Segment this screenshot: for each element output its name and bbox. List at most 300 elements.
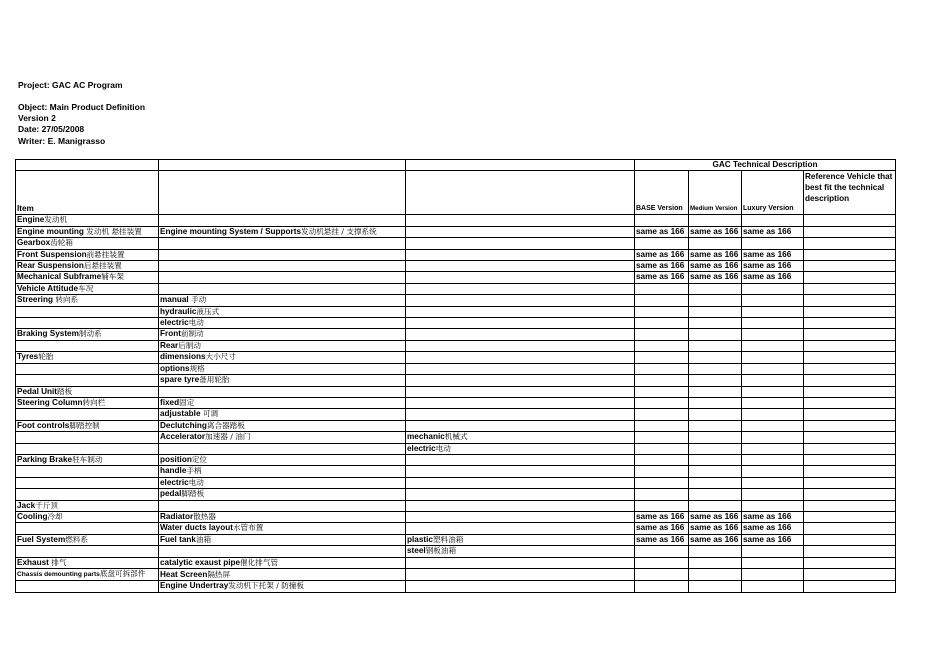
table-row: [16, 409, 896, 420]
item-cell-label-cn: 千斤顶: [35, 500, 58, 510]
subitem-cell-label: Heat Screen: [160, 570, 208, 579]
reference-vehicle-cell: [804, 397, 896, 408]
option-cell-label-cn: 塑料油箱: [432, 534, 464, 544]
medium-version-cell: [689, 363, 742, 374]
option-cell: [406, 569, 635, 581]
medium-version-cell: same as 166: [689, 511, 742, 522]
base-version-cell: [635, 215, 689, 226]
option-cell: [406, 420, 635, 431]
luxury-version-cell: [742, 557, 804, 568]
base-version-cell: same as 166: [635, 226, 689, 237]
medium-version-cell: [689, 466, 742, 477]
table-row: [16, 432, 896, 443]
base-version-cell: [635, 546, 689, 557]
subitem-cell-label: pedal: [160, 489, 182, 499]
medium-version-cell: [689, 489, 742, 500]
table-row: [16, 420, 896, 431]
item-cell-label-cn: 转向栏: [82, 397, 106, 407]
item-cell-label: Streering: [17, 295, 53, 305]
subitem-cell-label-cn: 散热器: [193, 511, 216, 521]
item-cell: [16, 534, 159, 545]
option-cell: [406, 261, 635, 272]
subitem-cell-label-cn: 隔热屏: [207, 570, 231, 579]
item-cell: [16, 272, 159, 283]
medium-version-cell: [689, 386, 742, 397]
item-cell-label: Steering Column: [17, 397, 83, 407]
table-row: [16, 443, 896, 454]
subitem-cell-label: manual: [160, 295, 189, 305]
subitem-cell-label-cn: 加速器 / 油门: [205, 432, 251, 442]
subitem-cell-label: Radiator: [160, 511, 194, 521]
item-cell: [16, 375, 159, 386]
base-version-header: BASE Version: [635, 171, 689, 215]
item-cell-label: Parking Brake: [17, 454, 73, 464]
reference-vehicle-cell: [804, 420, 896, 431]
option-cell: [406, 397, 635, 408]
item-cell-label-cn: 转向系: [52, 295, 79, 305]
medium-version-cell: same as 166: [689, 249, 742, 260]
item-cell-label: Mechanical Subframe: [17, 272, 102, 282]
luxury-version-cell: same as 166: [742, 261, 804, 272]
group-title: GAC Technical Description: [635, 160, 896, 171]
subitem-cell-label-cn: 发动机下托架 / 防撞板: [228, 581, 304, 591]
item-cell-label-cn: 驻车制动: [72, 454, 103, 464]
option-cell-label: steel: [407, 546, 426, 556]
table-row: [16, 489, 896, 500]
base-version-cell: [635, 557, 689, 568]
definition-table: [15, 159, 896, 593]
subitem-cell-label: Water ducts layout: [160, 523, 233, 533]
subitem-cell: [159, 226, 406, 237]
item-cell: [16, 363, 159, 374]
item-cell-label-cn: 踏板: [57, 386, 73, 396]
item-cell: [16, 340, 159, 351]
item-cell-label-cn: 底盘可拆部件: [99, 569, 146, 578]
option-cell: [406, 534, 635, 545]
date-line: Date: 27/05/2008: [18, 124, 85, 134]
item-cell-label: Braking System: [17, 329, 79, 339]
medium-version-cell: [689, 238, 742, 249]
option-cell: [406, 454, 635, 465]
base-version-cell: [635, 432, 689, 443]
medium-version-cell: [689, 420, 742, 431]
option-cell: [406, 215, 635, 226]
option-cell: [406, 546, 635, 557]
subitem-cell-label: electric: [160, 477, 189, 487]
table-row: [16, 466, 896, 477]
base-version-cell: [635, 409, 689, 420]
medium-version-cell: [689, 340, 742, 351]
option-cell: [406, 500, 635, 511]
reference-vehicle-cell: [804, 454, 896, 465]
option-cell: [406, 352, 635, 363]
table-row: [16, 363, 896, 374]
subitem-cell: [159, 375, 406, 386]
medium-version-cell: [689, 581, 742, 592]
table-row: [16, 534, 896, 545]
reference-vehicle-cell: [804, 409, 896, 420]
reference-vehicle-header: Reference Vehicle that best fit the technical description: [804, 171, 896, 215]
reference-vehicle-cell: [804, 500, 896, 511]
subitem-cell: [159, 569, 406, 581]
subitem-cell: [159, 238, 406, 249]
item-cell-label: Pedal Unit: [17, 386, 58, 396]
base-version-cell: [635, 329, 689, 340]
item-cell-label-cn: 脚踏控制: [69, 420, 100, 430]
option-cell: [406, 511, 635, 522]
table-row: [16, 295, 896, 306]
luxury-version-cell: [742, 352, 804, 363]
medium-version-cell: [689, 500, 742, 511]
subitem-cell: [159, 272, 406, 283]
base-version-cell: [635, 363, 689, 374]
reference-vehicle-cell: [804, 557, 896, 568]
base-version-cell: [635, 283, 689, 294]
subitem-cell: [159, 466, 406, 477]
reference-vehicle-cell: [804, 261, 896, 272]
subitem-cell-label-cn: 催化排气管: [240, 557, 279, 567]
item-cell-label-cn: 轮胎: [38, 352, 54, 362]
reference-vehicle-cell: [804, 489, 896, 500]
item-cell-label: Exhaust: [17, 557, 49, 567]
option-cell: [406, 466, 635, 477]
writer-line: Writer: E. Manigrasso: [18, 136, 106, 146]
luxury-version-cell: [742, 363, 804, 374]
luxury-version-cell: [742, 489, 804, 500]
base-version-cell: [635, 569, 689, 581]
subitem-cell-label-cn: 手柄: [186, 466, 202, 476]
subitem-cell: [159, 306, 406, 317]
base-version-cell: [635, 295, 689, 306]
item-cell: [16, 397, 159, 408]
luxury-version-cell: [742, 581, 804, 592]
table-row: [16, 306, 896, 317]
item-cell: [16, 238, 159, 249]
subitem-cell: [159, 283, 406, 294]
base-version-cell: [635, 443, 689, 454]
subitem-cell-label: Declutching: [160, 420, 207, 430]
subitem-cell-label: dimensions: [160, 352, 206, 362]
subitem-cell-label-cn: 离合器踏板: [206, 420, 245, 430]
base-version-cell: same as 166: [635, 249, 689, 260]
option-cell: [406, 523, 635, 534]
option-cell: [406, 363, 635, 374]
option-cell: [406, 283, 635, 294]
reference-vehicle-cell: [804, 511, 896, 522]
item-cell: [16, 215, 159, 226]
reference-vehicle-cell: [804, 318, 896, 329]
base-version-cell: [635, 477, 689, 488]
luxury-version-cell: [742, 443, 804, 454]
luxury-version-cell: [742, 306, 804, 317]
luxury-version-cell: [742, 569, 804, 581]
base-version-cell: [635, 386, 689, 397]
item-cell-label-cn: 冷却: [47, 511, 63, 521]
item-cell-label-cn: 辅车架: [101, 272, 124, 282]
table-row: [16, 546, 896, 557]
item-cell: [16, 477, 159, 488]
item-cell: [16, 318, 159, 329]
subitem-cell-label: Fuel tank: [160, 534, 196, 544]
table-row: [16, 477, 896, 488]
subitem-cell: [159, 443, 406, 454]
item-cell: [16, 295, 159, 306]
item-cell-label: Jack: [17, 500, 36, 510]
medium-version-cell: [689, 329, 742, 340]
project-line: Project: GAC AC Program: [18, 80, 123, 90]
medium-version-cell: [689, 569, 742, 581]
subitem-cell: [159, 397, 406, 408]
base-version-cell: same as 166: [635, 272, 689, 283]
subitem-cell-label: hydraulic: [160, 306, 197, 316]
base-version-cell: same as 166: [635, 261, 689, 272]
item-cell: [16, 581, 159, 592]
reference-vehicle-cell: [804, 363, 896, 374]
subitem-cell-label-cn: 发动机悬挂 / 支撑系统: [301, 226, 377, 236]
subitem-cell: [159, 432, 406, 443]
item-cell-label: Chassis demounting parts: [17, 571, 100, 578]
medium-version-cell: [689, 397, 742, 408]
medium-version-cell: same as 166: [689, 272, 742, 283]
medium-version-cell: same as 166: [689, 226, 742, 237]
luxury-version-cell: same as 166: [742, 272, 804, 283]
item-cell: [16, 283, 159, 294]
subitem-cell-label: fixed: [160, 397, 180, 407]
item-cell-label: Vehicle Attitude: [17, 283, 79, 293]
base-version-cell: [635, 489, 689, 500]
option-cell-label-cn: 机械式: [444, 432, 468, 442]
subitem-cell: [159, 352, 406, 363]
luxury-version-header: Luxury Version: [742, 171, 804, 215]
table-row: [16, 283, 896, 294]
option-cell: [406, 432, 635, 443]
base-version-cell: [635, 466, 689, 477]
medium-version-cell: [689, 295, 742, 306]
medium-version-header: Medium Version: [689, 171, 742, 215]
reference-vehicle-cell: [804, 386, 896, 397]
table-row: [16, 397, 896, 408]
reference-vehicle-cell: [804, 306, 896, 317]
subitem-cell: [159, 500, 406, 511]
base-version-cell: same as 166: [635, 534, 689, 545]
option-cell: [406, 306, 635, 317]
base-version-cell: [635, 375, 689, 386]
subitem-cell-label: Rear: [160, 340, 179, 350]
option-cell: [406, 443, 635, 454]
version-line: Version 2: [18, 113, 56, 123]
option-cell: [406, 272, 635, 283]
subitem-cell: [159, 511, 406, 522]
luxury-version-cell: same as 166: [742, 226, 804, 237]
subitem-cell-label-cn: 电动: [188, 318, 204, 328]
base-version-cell: [635, 318, 689, 329]
item-cell-label-cn: 燃料系: [65, 534, 89, 544]
table-row: [16, 569, 896, 581]
item-cell-label: Front Suspension: [17, 249, 87, 259]
table-row: [16, 261, 896, 272]
medium-version-cell: [689, 375, 742, 386]
base-version-cell: [635, 340, 689, 351]
reference-vehicle-cell: [804, 375, 896, 386]
medium-version-cell: same as 166: [689, 261, 742, 272]
item-cell: [16, 466, 159, 477]
option-cell-label-cn: 电动: [435, 443, 451, 453]
item-cell-label-cn: 后悬挂装置: [83, 261, 122, 271]
luxury-version-cell: [742, 318, 804, 329]
item-cell-label-cn: 发动机: [44, 215, 68, 225]
base-version-cell: same as 166: [635, 523, 689, 534]
base-version-cell: [635, 454, 689, 465]
reference-vehicle-cell: [804, 340, 896, 351]
item-cell: [16, 306, 159, 317]
medium-version-cell: [689, 477, 742, 488]
table-row: [16, 557, 896, 568]
subitem-cell: [159, 534, 406, 545]
table-row: [16, 226, 896, 237]
subitem-cell-label-cn: 前制动: [180, 329, 204, 339]
luxury-version-cell: same as 166: [742, 534, 804, 545]
subitem-cell-label-cn: 规格: [189, 363, 205, 373]
item-cell-label: Tyres: [17, 352, 39, 362]
medium-version-cell: same as 166: [689, 534, 742, 545]
medium-version-cell: [689, 283, 742, 294]
table-row: [16, 272, 896, 283]
reference-vehicle-cell: [804, 569, 896, 581]
option-cell-label: mechanic: [407, 432, 445, 442]
reference-vehicle-cell: [804, 329, 896, 340]
item-cell-label-cn: 齿轮箱: [50, 238, 73, 248]
subitem-cell: [159, 581, 406, 592]
reference-vehicle-cell: [804, 352, 896, 363]
luxury-version-cell: [742, 500, 804, 511]
table-row: [16, 581, 896, 592]
luxury-version-cell: [742, 477, 804, 488]
item-cell: [16, 226, 159, 237]
reference-vehicle-cell: [804, 226, 896, 237]
luxury-version-cell: [742, 432, 804, 443]
subitem-cell: [159, 363, 406, 374]
luxury-version-cell: same as 166: [742, 511, 804, 522]
item-cell-label-cn: 车况: [78, 283, 94, 293]
item-cell-label: Rear Suspension: [17, 261, 84, 271]
medium-version-cell: [689, 432, 742, 443]
subitem-cell-label: handle: [160, 466, 187, 476]
medium-version-cell: [689, 215, 742, 226]
subitem-cell: [159, 420, 406, 431]
item-cell: [16, 454, 159, 465]
item-cell-label-cn: 发动机 悬挂装置: [83, 226, 142, 236]
luxury-version-cell: [742, 340, 804, 351]
base-version-cell: [635, 352, 689, 363]
reference-vehicle-cell: [804, 523, 896, 534]
subitem-cell-label: electric: [160, 318, 189, 328]
item-cell: [16, 329, 159, 340]
medium-version-cell: same as 166: [689, 523, 742, 534]
item-cell: [16, 523, 159, 534]
luxury-version-cell: [742, 409, 804, 420]
subitem-cell: [159, 477, 406, 488]
item-cell-label-cn: 制动系: [78, 329, 102, 339]
subitem-cell: [159, 215, 406, 226]
medium-version-cell: [689, 443, 742, 454]
subitem-cell-label-cn: 手动: [188, 295, 207, 305]
table-row: [16, 511, 896, 522]
item-cell: [16, 500, 159, 511]
subitem-cell: [159, 295, 406, 306]
item-cell-label: Foot controls: [17, 420, 70, 430]
option-cell: [406, 409, 635, 420]
item-cell: [16, 511, 159, 522]
item-cell: [16, 546, 159, 557]
subitem-cell: [159, 329, 406, 340]
item-cell-label: Fuel System: [17, 534, 66, 544]
subitem-cell-label-cn: 油箱: [195, 534, 212, 544]
reference-vehicle-cell: [804, 546, 896, 557]
reference-vehicle-cell: [804, 295, 896, 306]
item-cell: [16, 249, 159, 260]
table-row: [16, 238, 896, 249]
luxury-version-cell: [742, 295, 804, 306]
item-cell: [16, 569, 159, 581]
table-row: [16, 340, 896, 351]
reference-vehicle-cell: [804, 443, 896, 454]
luxury-version-cell: [742, 420, 804, 431]
table-row: [16, 352, 896, 363]
subitem-cell-label-cn: 液压式: [196, 306, 220, 316]
base-version-cell: [635, 397, 689, 408]
item-cell: [16, 409, 159, 420]
subitem-cell-label-cn: 备用轮胎: [199, 375, 230, 385]
item-cell: [16, 386, 159, 397]
medium-version-cell: [689, 306, 742, 317]
base-version-cell: [635, 581, 689, 592]
item-cell-label: Engine mounting: [17, 226, 84, 236]
subitem-cell-label-cn: 后制动: [178, 340, 201, 350]
luxury-version-cell: [742, 329, 804, 340]
option-cell: [406, 295, 635, 306]
luxury-version-cell: [742, 397, 804, 408]
option-cell: [406, 477, 635, 488]
subitem-cell: [159, 409, 406, 420]
subitem-cell: [159, 386, 406, 397]
luxury-version-cell: [742, 215, 804, 226]
subitem-cell-label: position: [160, 454, 192, 464]
luxury-version-cell: [742, 466, 804, 477]
luxury-version-cell: [742, 546, 804, 557]
table-row: [16, 215, 896, 226]
subitem-cell-label-cn: 可调: [200, 409, 219, 419]
table-row: [16, 318, 896, 329]
subitem-cell-label: Front: [160, 329, 181, 339]
luxury-version-cell: [742, 238, 804, 249]
subitem-cell: [159, 261, 406, 272]
base-version-cell: [635, 420, 689, 431]
item-cell: [16, 557, 159, 568]
medium-version-cell: [689, 409, 742, 420]
subitem-cell: [159, 489, 406, 500]
reference-vehicle-cell: [804, 581, 896, 592]
option-cell: [406, 226, 635, 237]
luxury-version-cell: [742, 375, 804, 386]
reference-vehicle-cell: [804, 238, 896, 249]
header-row-group: [16, 160, 896, 171]
reference-vehicle-cell: [804, 249, 896, 260]
subitem-cell: [159, 546, 406, 557]
item-cell: [16, 420, 159, 431]
header-row-columns: [16, 171, 896, 215]
subitem-cell-label-cn: 脚踏板: [181, 489, 205, 499]
item-cell: [16, 352, 159, 363]
